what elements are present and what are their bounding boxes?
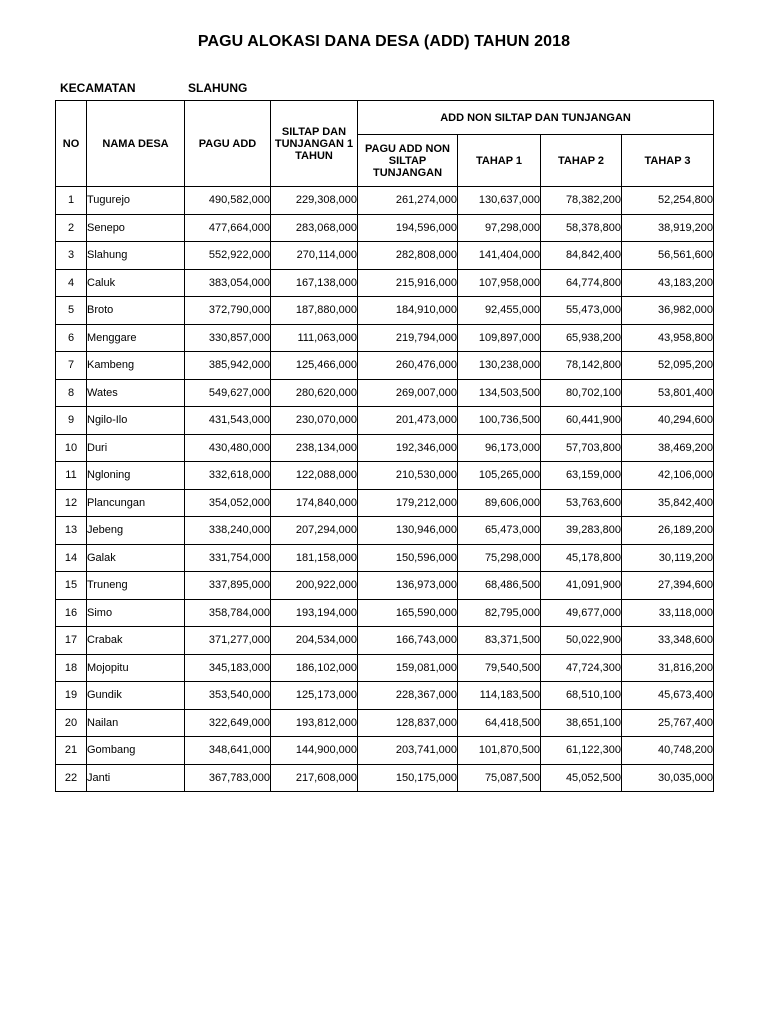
cell-tahap-3: 30,035,000 — [622, 764, 714, 792]
cell-no: 21 — [56, 737, 87, 765]
table-row — [56, 324, 714, 352]
cell-pagu-non-siltap: 159,081,000 — [358, 654, 458, 682]
cell-nama-desa: Janti — [87, 764, 185, 792]
table-row — [56, 407, 714, 435]
cell-pagu-add: 358,784,000 — [185, 599, 271, 627]
cell-no: 1 — [56, 187, 87, 215]
cell-tahap-1: 141,404,000 — [458, 242, 541, 270]
cell-siltap: 122,088,000 — [271, 462, 358, 490]
header-tahap-1: TAHAP 1 — [458, 135, 541, 187]
cell-pagu-non-siltap: 201,473,000 — [358, 407, 458, 435]
cell-tahap-3: 35,842,400 — [622, 489, 714, 517]
cell-tahap-1: 83,371,500 — [458, 627, 541, 655]
cell-pagu-add: 371,277,000 — [185, 627, 271, 655]
header-siltap: SILTAP DAN TUNJANGAN 1 TAHUN — [271, 101, 358, 187]
cell-no: 11 — [56, 462, 87, 490]
cell-tahap-1: 130,238,000 — [458, 352, 541, 380]
cell-nama-desa: Truneng — [87, 572, 185, 600]
cell-no: 18 — [56, 654, 87, 682]
cell-no: 10 — [56, 434, 87, 462]
cell-pagu-non-siltap: 179,212,000 — [358, 489, 458, 517]
cell-nama-desa: Crabak — [87, 627, 185, 655]
table-row — [56, 709, 714, 737]
cell-nama-desa: Kambeng — [87, 352, 185, 380]
cell-tahap-3: 45,673,400 — [622, 682, 714, 710]
cell-pagu-non-siltap: 261,274,000 — [358, 187, 458, 215]
cell-no: 19 — [56, 682, 87, 710]
table-row — [56, 187, 714, 215]
cell-no: 15 — [56, 572, 87, 600]
cell-tahap-1: 105,265,000 — [458, 462, 541, 490]
cell-tahap-3: 31,816,200 — [622, 654, 714, 682]
cell-pagu-add: 552,922,000 — [185, 242, 271, 270]
cell-tahap-2: 49,677,000 — [541, 599, 622, 627]
cell-tahap-2: 45,052,500 — [541, 764, 622, 792]
cell-tahap-3: 36,982,000 — [622, 297, 714, 325]
cell-nama-desa: Broto — [87, 297, 185, 325]
cell-tahap-2: 38,651,100 — [541, 709, 622, 737]
cell-pagu-non-siltap: 150,596,000 — [358, 544, 458, 572]
cell-no: 9 — [56, 407, 87, 435]
cell-siltap: 181,158,000 — [271, 544, 358, 572]
cell-nama-desa: Duri — [87, 434, 185, 462]
cell-siltap: 186,102,000 — [271, 654, 358, 682]
table-row — [56, 572, 714, 600]
cell-pagu-add: 353,540,000 — [185, 682, 271, 710]
cell-pagu-non-siltap: 260,476,000 — [358, 352, 458, 380]
cell-tahap-2: 63,159,000 — [541, 462, 622, 490]
table-row — [56, 462, 714, 490]
cell-tahap-1: 100,736,500 — [458, 407, 541, 435]
cell-tahap-1: 107,958,000 — [458, 269, 541, 297]
cell-pagu-non-siltap: 215,916,000 — [358, 269, 458, 297]
cell-tahap-2: 68,510,100 — [541, 682, 622, 710]
cell-pagu-add: 322,649,000 — [185, 709, 271, 737]
cell-siltap: 167,138,000 — [271, 269, 358, 297]
cell-tahap-1: 101,870,500 — [458, 737, 541, 765]
cell-pagu-non-siltap: 269,007,000 — [358, 379, 458, 407]
kecamatan-label: KECAMATAN — [60, 81, 136, 95]
cell-pagu-add: 338,240,000 — [185, 517, 271, 545]
cell-siltap: 204,534,000 — [271, 627, 358, 655]
table-row — [56, 352, 714, 380]
cell-tahap-1: 114,183,500 — [458, 682, 541, 710]
table-row — [56, 379, 714, 407]
cell-pagu-add: 348,641,000 — [185, 737, 271, 765]
cell-tahap-3: 52,254,800 — [622, 187, 714, 215]
cell-pagu-add: 372,790,000 — [185, 297, 271, 325]
cell-tahap-3: 38,919,200 — [622, 214, 714, 242]
cell-siltap: 144,900,000 — [271, 737, 358, 765]
cell-siltap: 230,070,000 — [271, 407, 358, 435]
cell-tahap-3: 53,801,400 — [622, 379, 714, 407]
table-row — [56, 682, 714, 710]
cell-nama-desa: Plancungan — [87, 489, 185, 517]
cell-pagu-add: 383,054,000 — [185, 269, 271, 297]
cell-tahap-2: 60,441,900 — [541, 407, 622, 435]
cell-pagu-non-siltap: 219,794,000 — [358, 324, 458, 352]
cell-tahap-1: 75,298,000 — [458, 544, 541, 572]
cell-siltap: 238,134,000 — [271, 434, 358, 462]
cell-tahap-3: 30,119,200 — [622, 544, 714, 572]
page-title: PAGU ALOKASI DANA DESA (ADD) TAHUN 2018 — [197, 33, 571, 50]
cell-no: 8 — [56, 379, 87, 407]
table-row — [56, 269, 714, 297]
cell-tahap-1: 75,087,500 — [458, 764, 541, 792]
table-row — [56, 737, 714, 765]
cell-pagu-add: 367,783,000 — [185, 764, 271, 792]
cell-siltap: 229,308,000 — [271, 187, 358, 215]
cell-pagu-non-siltap: 166,743,000 — [358, 627, 458, 655]
table-row — [56, 297, 714, 325]
header-no: NO — [56, 101, 87, 187]
cell-tahap-1: 79,540,500 — [458, 654, 541, 682]
cell-nama-desa: Nailan — [87, 709, 185, 737]
cell-tahap-2: 50,022,900 — [541, 627, 622, 655]
cell-tahap-3: 27,394,600 — [622, 572, 714, 600]
cell-pagu-non-siltap: 165,590,000 — [358, 599, 458, 627]
cell-pagu-add: 477,664,000 — [185, 214, 271, 242]
cell-pagu-non-siltap: 210,530,000 — [358, 462, 458, 490]
cell-tahap-2: 78,142,800 — [541, 352, 622, 380]
cell-tahap-1: 97,298,000 — [458, 214, 541, 242]
cell-siltap: 174,840,000 — [271, 489, 358, 517]
cell-tahap-2: 39,283,800 — [541, 517, 622, 545]
cell-no: 20 — [56, 709, 87, 737]
cell-nama-desa: Simo — [87, 599, 185, 627]
cell-pagu-non-siltap: 136,973,000 — [358, 572, 458, 600]
cell-tahap-2: 45,178,800 — [541, 544, 622, 572]
cell-pagu-non-siltap: 192,346,000 — [358, 434, 458, 462]
cell-tahap-2: 53,763,600 — [541, 489, 622, 517]
cell-pagu-non-siltap: 184,910,000 — [358, 297, 458, 325]
add-table — [55, 100, 714, 792]
cell-pagu-non-siltap: 194,596,000 — [358, 214, 458, 242]
cell-tahap-2: 64,774,800 — [541, 269, 622, 297]
table-row — [56, 627, 714, 655]
cell-tahap-1: 65,473,000 — [458, 517, 541, 545]
cell-siltap: 125,173,000 — [271, 682, 358, 710]
cell-nama-desa: Gundik — [87, 682, 185, 710]
cell-tahap-3: 40,294,600 — [622, 407, 714, 435]
cell-no: 2 — [56, 214, 87, 242]
cell-pagu-add: 490,582,000 — [185, 187, 271, 215]
cell-tahap-2: 65,938,200 — [541, 324, 622, 352]
cell-siltap: 207,294,000 — [271, 517, 358, 545]
cell-no: 4 — [56, 269, 87, 297]
table-row — [56, 599, 714, 627]
cell-tahap-3: 56,561,600 — [622, 242, 714, 270]
cell-nama-desa: Caluk — [87, 269, 185, 297]
cell-nama-desa: Senepo — [87, 214, 185, 242]
cell-pagu-add: 337,895,000 — [185, 572, 271, 600]
cell-tahap-3: 38,469,200 — [622, 434, 714, 462]
cell-pagu-add: 332,618,000 — [185, 462, 271, 490]
cell-tahap-2: 78,382,200 — [541, 187, 622, 215]
cell-tahap-3: 25,767,400 — [622, 709, 714, 737]
cell-tahap-1: 64,418,500 — [458, 709, 541, 737]
cell-nama-desa: Slahung — [87, 242, 185, 270]
cell-pagu-non-siltap: 130,946,000 — [358, 517, 458, 545]
table-row — [56, 654, 714, 682]
cell-nama-desa: Menggare — [87, 324, 185, 352]
cell-tahap-1: 134,503,500 — [458, 379, 541, 407]
table-row — [56, 764, 714, 792]
header-tahap-2: TAHAP 2 — [541, 135, 622, 187]
cell-no: 3 — [56, 242, 87, 270]
table-row — [56, 517, 714, 545]
cell-siltap: 111,063,000 — [271, 324, 358, 352]
cell-nama-desa: Galak — [87, 544, 185, 572]
cell-no: 7 — [56, 352, 87, 380]
cell-siltap: 200,922,000 — [271, 572, 358, 600]
cell-nama-desa: Jebeng — [87, 517, 185, 545]
cell-tahap-2: 41,091,900 — [541, 572, 622, 600]
cell-no: 12 — [56, 489, 87, 517]
cell-pagu-non-siltap: 203,741,000 — [358, 737, 458, 765]
cell-pagu-add: 330,857,000 — [185, 324, 271, 352]
table-row — [56, 434, 714, 462]
cell-tahap-2: 80,702,100 — [541, 379, 622, 407]
cell-pagu-non-siltap: 150,175,000 — [358, 764, 458, 792]
cell-siltap: 187,880,000 — [271, 297, 358, 325]
cell-pagu-non-siltap: 128,837,000 — [358, 709, 458, 737]
cell-tahap-1: 96,173,000 — [458, 434, 541, 462]
table-row — [56, 489, 714, 517]
cell-tahap-1: 92,455,000 — [458, 297, 541, 325]
table-row — [56, 242, 714, 270]
cell-pagu-add: 430,480,000 — [185, 434, 271, 462]
cell-siltap: 193,194,000 — [271, 599, 358, 627]
cell-tahap-2: 84,842,400 — [541, 242, 622, 270]
header-nama-desa: NAMA DESA — [87, 101, 185, 187]
cell-tahap-2: 57,703,800 — [541, 434, 622, 462]
cell-pagu-non-siltap: 282,808,000 — [358, 242, 458, 270]
cell-tahap-2: 61,122,300 — [541, 737, 622, 765]
header-pagu-add: PAGU ADD — [185, 101, 271, 187]
cell-nama-desa: Ngilo-Ilo — [87, 407, 185, 435]
kecamatan-value: SLAHUNG — [188, 81, 248, 95]
cell-pagu-add: 345,183,000 — [185, 654, 271, 682]
header-pagu-non-siltap: PAGU ADD NON SILTAP TUNJANGAN — [358, 135, 458, 187]
cell-tahap-3: 52,095,200 — [622, 352, 714, 380]
cell-no: 5 — [56, 297, 87, 325]
cell-no: 14 — [56, 544, 87, 572]
cell-nama-desa: Mojopitu — [87, 654, 185, 682]
table-row — [56, 214, 714, 242]
cell-pagu-add: 549,627,000 — [185, 379, 271, 407]
cell-siltap: 217,608,000 — [271, 764, 358, 792]
cell-siltap: 270,114,000 — [271, 242, 358, 270]
cell-nama-desa: Gombang — [87, 737, 185, 765]
cell-pagu-non-siltap: 228,367,000 — [358, 682, 458, 710]
cell-pagu-add: 385,942,000 — [185, 352, 271, 380]
cell-tahap-1: 68,486,500 — [458, 572, 541, 600]
cell-siltap: 280,620,000 — [271, 379, 358, 407]
cell-pagu-add: 431,543,000 — [185, 407, 271, 435]
header-group-non-siltap: ADD NON SILTAP DAN TUNJANGAN — [358, 101, 714, 135]
cell-tahap-1: 109,897,000 — [458, 324, 541, 352]
cell-tahap-2: 47,724,300 — [541, 654, 622, 682]
cell-tahap-3: 33,348,600 — [622, 627, 714, 655]
cell-no: 13 — [56, 517, 87, 545]
cell-tahap-3: 40,748,200 — [622, 737, 714, 765]
cell-nama-desa: Ngloning — [87, 462, 185, 490]
cell-nama-desa: Wates — [87, 379, 185, 407]
cell-tahap-1: 89,606,000 — [458, 489, 541, 517]
cell-siltap: 125,466,000 — [271, 352, 358, 380]
header-tahap-3: TAHAP 3 — [622, 135, 714, 187]
table-row — [56, 544, 714, 572]
cell-pagu-add: 331,754,000 — [185, 544, 271, 572]
cell-tahap-3: 26,189,200 — [622, 517, 714, 545]
cell-tahap-3: 43,183,200 — [622, 269, 714, 297]
cell-no: 6 — [56, 324, 87, 352]
cell-no: 16 — [56, 599, 87, 627]
cell-tahap-3: 42,106,000 — [622, 462, 714, 490]
cell-tahap-1: 82,795,000 — [458, 599, 541, 627]
cell-siltap: 283,068,000 — [271, 214, 358, 242]
cell-no: 22 — [56, 764, 87, 792]
cell-siltap: 193,812,000 — [271, 709, 358, 737]
cell-tahap-1: 130,637,000 — [458, 187, 541, 215]
cell-tahap-2: 55,473,000 — [541, 297, 622, 325]
cell-tahap-3: 33,118,000 — [622, 599, 714, 627]
cell-tahap-3: 43,958,800 — [622, 324, 714, 352]
cell-tahap-2: 58,378,800 — [541, 214, 622, 242]
cell-pagu-add: 354,052,000 — [185, 489, 271, 517]
cell-no: 17 — [56, 627, 87, 655]
cell-nama-desa: Tugurejo — [87, 187, 185, 215]
